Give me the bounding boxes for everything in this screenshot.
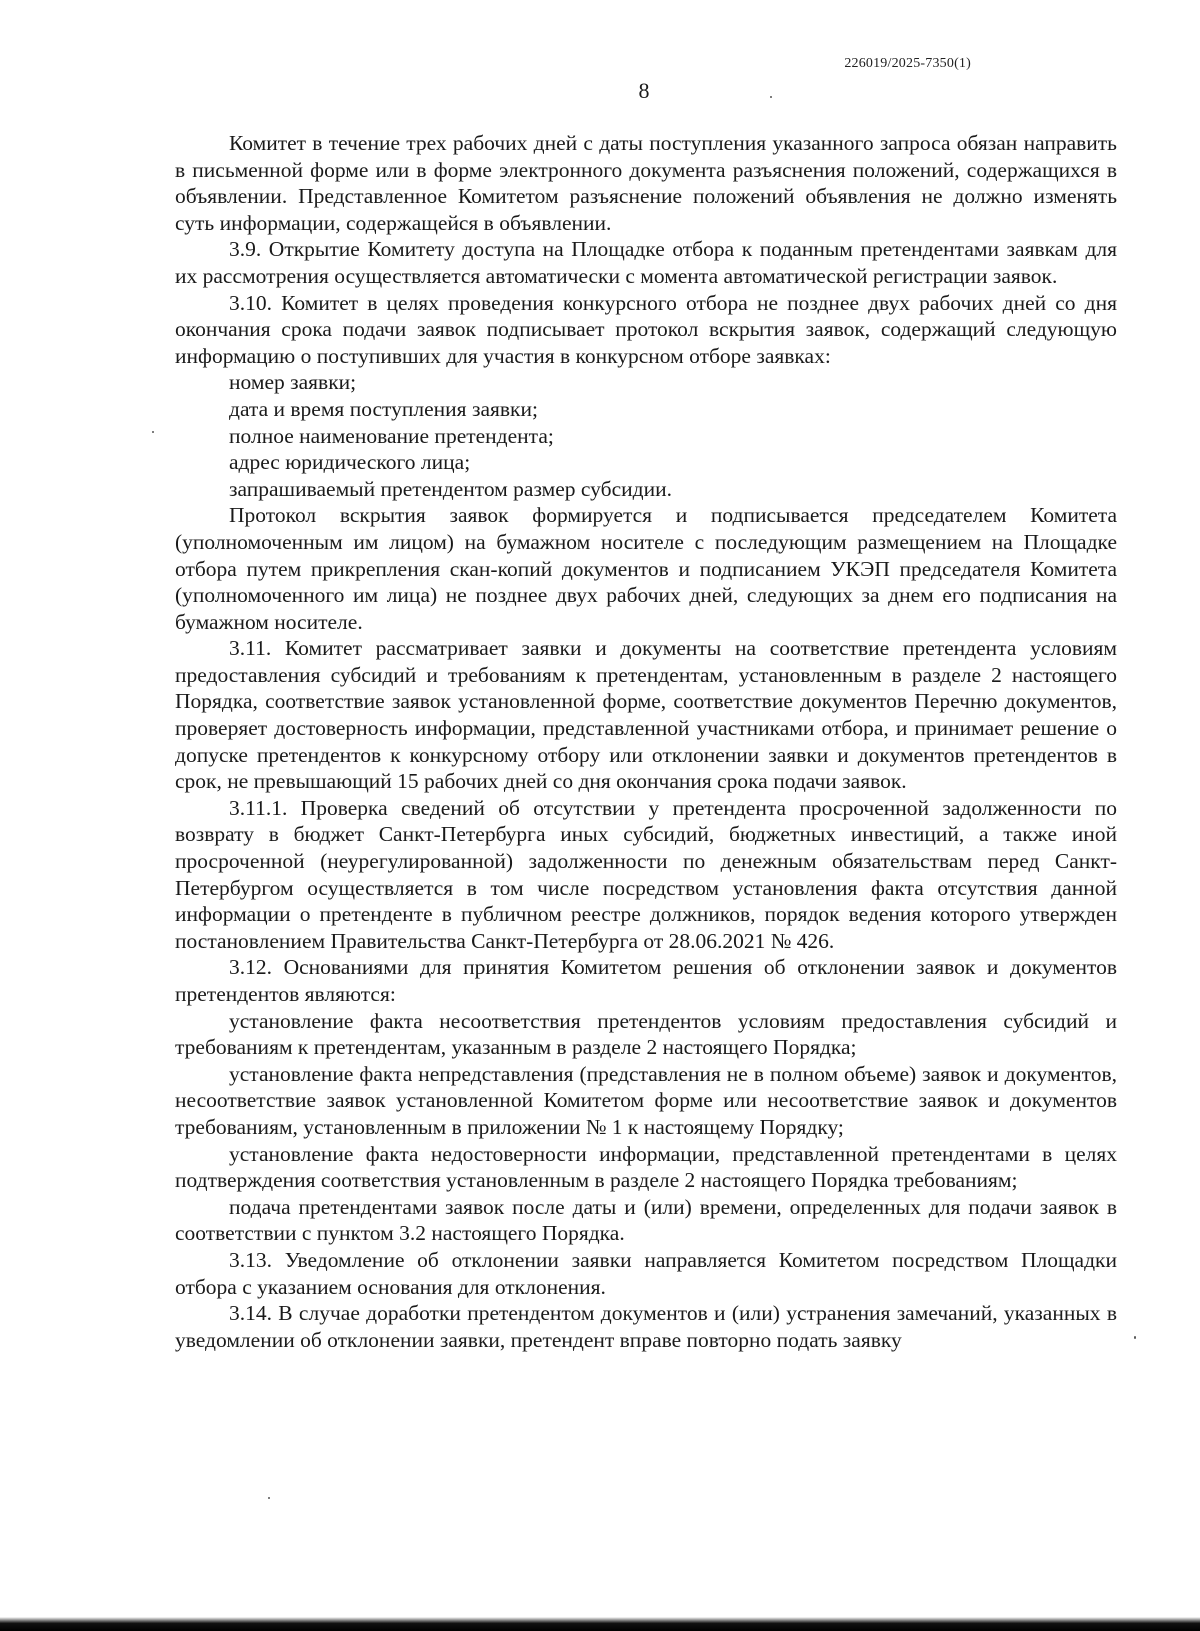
paragraph: 3.9. Открытие Комитету доступа на Площадке отбора к поданным претендентами заявкам для их рассмотрения осуществляется автоматически с момента автоматической регистрации заявок. [175,237,1117,288]
list-item: адрес юридического лица; [229,450,471,475]
paragraph: установление факта несоответствия претендентов условиям предоставления субсидий и требованиям к претендентам, указанным в разделе 2 настоящего Порядка; [175,1008,1117,1060]
document-body [175,130,1117,1353]
list-item: полное наименование претендента; [229,423,554,448]
paragraph: 3.12. Основаниями для принятия Комитетом решения об отклонении заявок и документов претендентов являются: [175,955,1117,1006]
scan-bottom-edge [0,1617,1200,1631]
list-item: номер заявки; [229,370,357,395]
page-number: 8 [638,78,650,103]
paragraph: подача претендентами заявок после даты и (или) времени, определенных для подачи заявок в соответствии с пунктом 3.2 настоящего Порядка. [175,1194,1117,1246]
document-registration-number: 226019/2025-7350(1) [844,56,971,71]
paragraph: установление факта непредставления (представления не в полном объеме) заявок и документов, несоответствие заявок установленной Комитетом форме или несоответствие заявок и документов требованиям, установленным в приложении № 1 к настоящему Порядку; [175,1061,1117,1139]
paragraph: установление факта недостоверности информации, представленной претендентами в целях подтверждения соответствия установленным в разделе 2 настоящего Порядка требованиям; [175,1141,1117,1193]
list-item: запрашиваемый претендентом размер субсидии. [229,476,672,501]
scan-speck [268,1497,270,1499]
scan-speck [770,96,772,98]
paragraph: Комитет в течение трех рабочих дней с даты поступления указанного запроса обязан направить в письменной форме или в форме электронного документа разъяснения положений, содержащихся в объявлении. Представленное Комитетом разъяснение положений объявления не должно изменять суть информации, содержащейся в объявлении. [175,131,1117,235]
paragraph: 3.11.1. Проверка сведений об отсутствии у претендента просроченной задолженности по возврату в бюджет Санкт-Петербурга иных субсидий, бюджетных инвестиций, а также иной просроченной (неурегулированной) задолженности по денежным обязательствам перед Санкт-Петербургом осуществляется в том числе посредством установления факта отсутствия данной информации о претенденте в публичном реестре должников, порядок ведения которого утвержден постановлением Правительства Санкт-Петербурга от 28.06.2021 № 426. [175,795,1117,953]
paragraph: 3.13. Уведомление об отклонении заявки направляется Комитетом посредством Площадки отбора с указанием основания для отклонения. [175,1247,1117,1299]
paragraph: Протокол вскрытия заявок формируется и подписывается председателем Комитета (уполномоченным им лицом) на бумажном носителе с последующим размещением на Площадке отбора путем прикрепления скан-копий документов и подписанием УКЭП председателя Комитета (уполномоченного им лица) не позднее двух рабочих дней, следующих за днем его подписания на бумажном носителе. [175,503,1117,634]
paragraph: 3.10. Комитет в целях проведения конкурсного отбора не позднее двух рабочих дней со дня окончания срока подачи заявок подписывает протокол вскрытия заявок, содержащий следующую информацию о поступивших для участия в конкурсном отборе заявках: [175,290,1117,368]
scan-speck [152,431,154,433]
scan-speck [1134,1336,1136,1339]
list-item: дата и время поступления заявки; [229,396,538,421]
paragraph: 3.11. Комитет рассматривает заявки и документы на соответствие претендента условиям предоставления субсидий и требованиям к претендентам, установленным в разделе 2 настоящего Порядка, соответствие заявок установленной форме, соответствие документов Перечню документов, проверяет достоверность информации, представленной участниками отбора, и принимает решение о допуске претендентов к конкурсному отбору или отклонении заявки и документов претендентов в срок, не превышающий 15 рабочих дней со дня окончания срока подачи заявок. [175,636,1117,794]
paragraph: 3.14. В случае доработки претендентом документов и (или) устранения замечаний, указанных в уведомлении об отклонении заявки, претендент вправе повторно подать заявку [175,1301,1117,1352]
